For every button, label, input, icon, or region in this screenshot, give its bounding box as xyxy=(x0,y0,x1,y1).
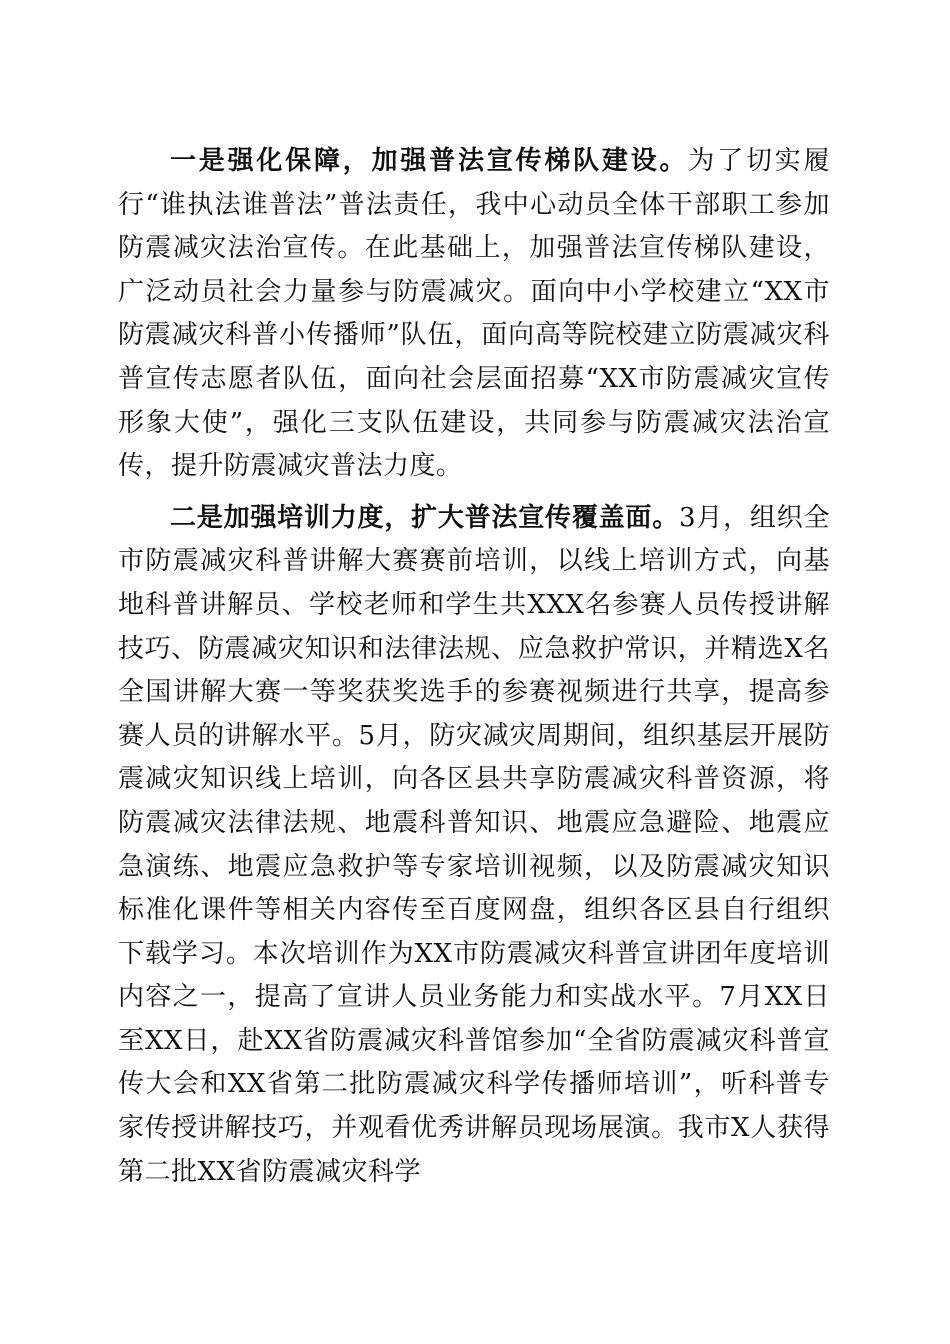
paragraph-1-heading: 一是强化保障，加强普法宣传梯队建设。 xyxy=(170,146,689,176)
paragraph-2-heading: 二是加强培训力度，扩大普法宣传覆盖面。 xyxy=(170,502,679,533)
paragraph-2 xyxy=(118,497,830,1195)
document-body xyxy=(118,140,830,1202)
paragraph-1-text: 为了切实履行“谁执法谁普法”普法责任，我中心动员全体干部职工参加防震减灾法治宣传。在此基础上，加强普法宣传梯队建设，广泛动员社会力量参与防震减灾。面向中小学校建立“XX市防震减灾科普小传播师”队伍，面向高等院校建立防震减灾科普宣传志愿者队伍，面向社会层面招募“XX市防震减灾宣传形象大使”，强化三支队伍建设，共同参与防震减灾法治宣传，提升防震减灾普法力度。 xyxy=(118,146,830,482)
paragraph-1 xyxy=(118,140,830,489)
paragraph-2-text: 3月，组织全市防震减灾科普讲解大赛赛前培训，以线上培训方式，向基地科普讲解员、学校老师和学生共XXX名参赛人员传授讲解技巧、防震减灾知识和法律法规、应急救护常识，并精选X名全国讲解大赛一等奖获奖选手的参赛视频进行共享，提高参赛人员的讲解水平。5月，防灾减灾周期间，组织基层开展防震减灾知识线上培训，向各区县共享防震减灾科普资源，将防震减灾法律法规、地震科普知识、地震应急避险、地震应急演练、地震应急救护等专家培训视频，以及防震减灾知识标准化课件等相关内容传至百度网盘，组织各区县自行组织下载学习。本次培训作为XX市防震减灾科普宣讲团年度培训内容之一，提高了宣讲人员业务能力和实战水平。7月XX日至XX日，赴XX省防震减灾科普馆参加“全省防震减灾科普宣传大会和XX省第二批防震减灾科学传播师培训”，听科普专家传授讲解技巧，并观看优秀讲解员现场展演。我市X人获得第二批XX省防震减灾科学 xyxy=(118,502,830,1187)
